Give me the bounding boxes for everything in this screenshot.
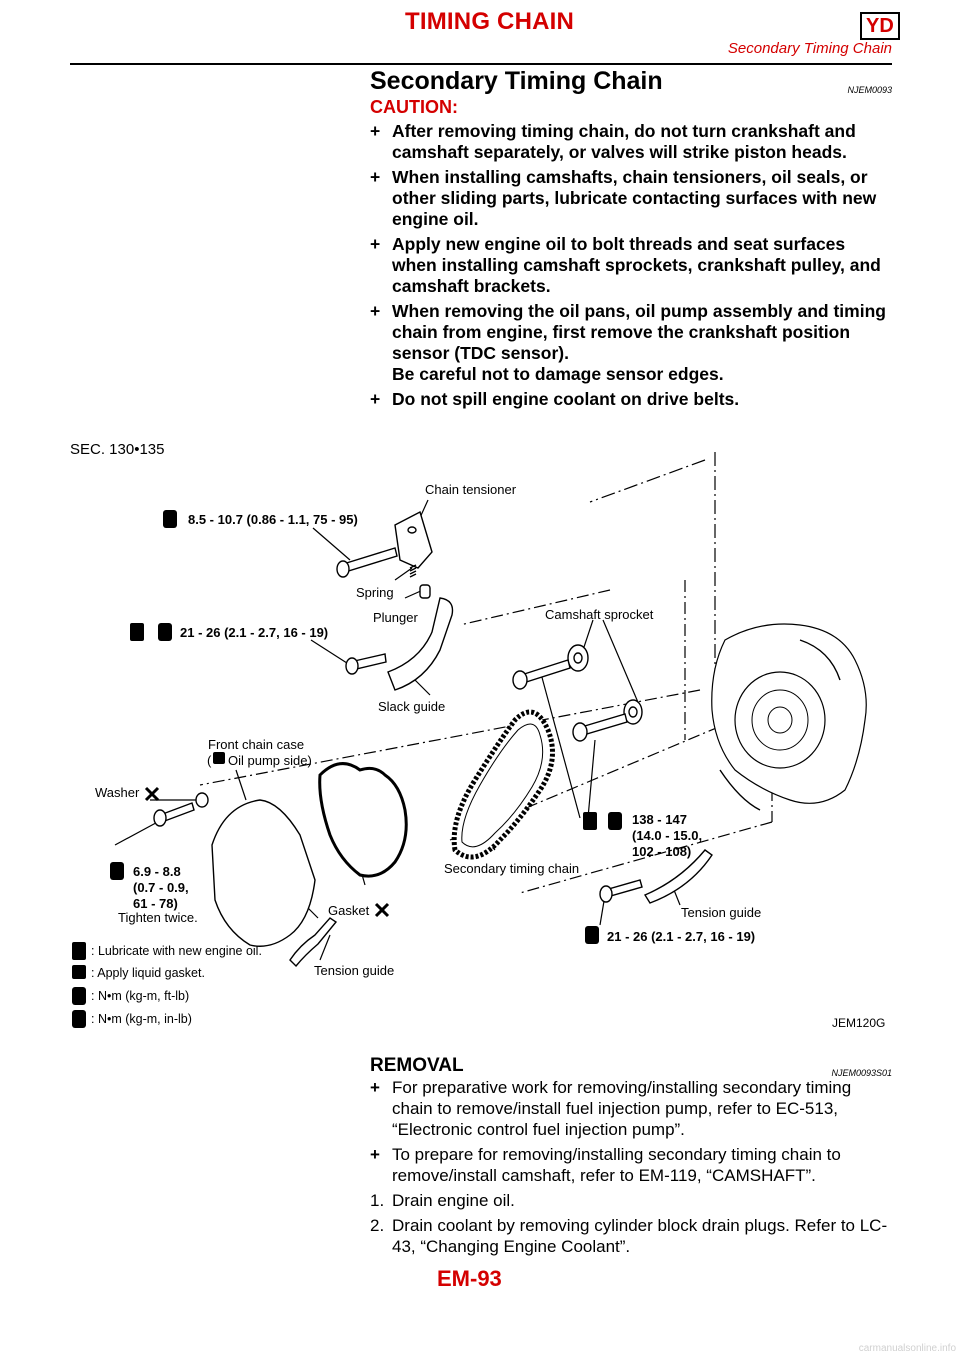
- label-oil-pump-side: Oil pump side): [228, 753, 312, 768]
- caution-item: + Apply new engine oil to bolt threads and seat surfaces when installing camshaft sprockets, crankshaft pulley, and camshaft brackets.: [370, 234, 892, 297]
- step-number: 1.: [370, 1191, 385, 1210]
- label-torque-slack-bolt: 21 - 26 (2.1 - 2.7, 16 - 19): [180, 625, 329, 640]
- figure-code: JEM120G: [832, 1016, 886, 1030]
- step-number: 2.: [370, 1216, 385, 1235]
- step-text: Drain coolant by removing cylinder block drain plugs. Refer to LC-43, “Changing Engine Coolant”.: [392, 1216, 888, 1256]
- removal-title: REMOVAL: [370, 1055, 464, 1076]
- caution-item: + After removing timing chain, do not turn crankshaft and camshaft separately, or valves will strike piston heads.: [370, 121, 892, 163]
- page-number: EM-93: [437, 1266, 502, 1291]
- caution-note: Be careful not to damage sensor edges.: [392, 364, 724, 384]
- label-chain-tensioner: Chain tensioner: [425, 482, 517, 497]
- label-torque-tension-bolt: 21 - 26 (2.1 - 2.7, 16 - 19): [607, 929, 756, 944]
- label-tension-guide-left: Tension guide: [314, 963, 395, 978]
- step-text: Drain engine oil.: [392, 1191, 515, 1210]
- watermark: carmanualsonline.info: [858, 1343, 956, 1354]
- label-spring: Spring: [356, 585, 394, 600]
- label-gasket: Gasket: [328, 903, 370, 918]
- label-slack-guide: Slack guide: [378, 699, 446, 714]
- label-torque-case-2: (0.7 - 0.9,: [133, 880, 189, 895]
- label-torque-case-1: 6.9 - 8.8: [133, 864, 181, 879]
- section-code: NJEM0093: [847, 85, 892, 95]
- caution-item: + When installing camshafts, chain tensioners, oil seals, or other sliding parts, lubricate contacting surfaces with new engine oil.: [370, 167, 892, 230]
- removal-step: [370, 1190, 894, 1211]
- legend-torque-ftlb: : N•m (kg-m, ft-lb): [91, 989, 190, 1003]
- caution-item: + When removing the oil pans, oil pump assembly and timing chain from engine, first remove the crankshaft position sensor (TDC sensor).: [370, 301, 892, 364]
- label-torque-case-3: 61 - 78): [133, 896, 178, 911]
- label-torque-cam-3: 102 - 108): [632, 844, 692, 859]
- removal-item: + For preparative work for removing/installing secondary timing chain to remove/install fuel injection pump, refer to EC-513, “Electronic control fuel injection pump”.: [370, 1077, 894, 1140]
- caution-label: CAUTION:: [370, 97, 458, 117]
- label-paren-open: (: [207, 753, 212, 768]
- label-tighten-twice: Tighten twice.: [118, 910, 198, 925]
- engine-badge: YD: [860, 12, 900, 40]
- removal-step: [370, 1215, 894, 1257]
- label-washer: Washer: [95, 785, 140, 800]
- header-title: TIMING CHAIN: [405, 8, 575, 35]
- label-camshaft-sprocket: Camshaft sprocket: [545, 607, 654, 622]
- caution-item: + Do not spill engine coolant on drive belts.: [370, 389, 892, 410]
- header-subtitle: Secondary Timing Chain: [727, 40, 892, 57]
- label-secondary-timing-chain: Secondary timing chain: [444, 861, 580, 876]
- removal-item: + To prepare for removing/installing secondary timing chain to remove/install camshaft, refer to EM-119, “CAMSHAFT”.: [370, 1144, 894, 1186]
- sec-label: SEC. 130•135: [70, 441, 165, 458]
- label-torque-cam-2: (14.0 - 15.0,: [632, 828, 703, 843]
- label-front-chain-case: Front chain case: [208, 737, 305, 752]
- legend-liquid-gasket: : Apply liquid gasket.: [91, 966, 205, 980]
- legend-torque-inlb: : N•m (kg-m, in-lb): [91, 1012, 192, 1026]
- section-title: Secondary Timing Chain: [370, 67, 663, 95]
- label-torque-tensioner-bolt: 8.5 - 10.7 (0.86 - 1.1, 75 - 95): [188, 512, 358, 527]
- legend-lubricate: : Lubricate with new engine oil.: [91, 944, 262, 958]
- removal-code: NJEM0093S01: [831, 1068, 892, 1078]
- label-plunger: Plunger: [373, 610, 418, 625]
- label-torque-cam-1: 138 - 147: [632, 812, 687, 827]
- label-tension-guide-right: Tension guide: [681, 905, 762, 920]
- removal-list: [370, 1077, 894, 1261]
